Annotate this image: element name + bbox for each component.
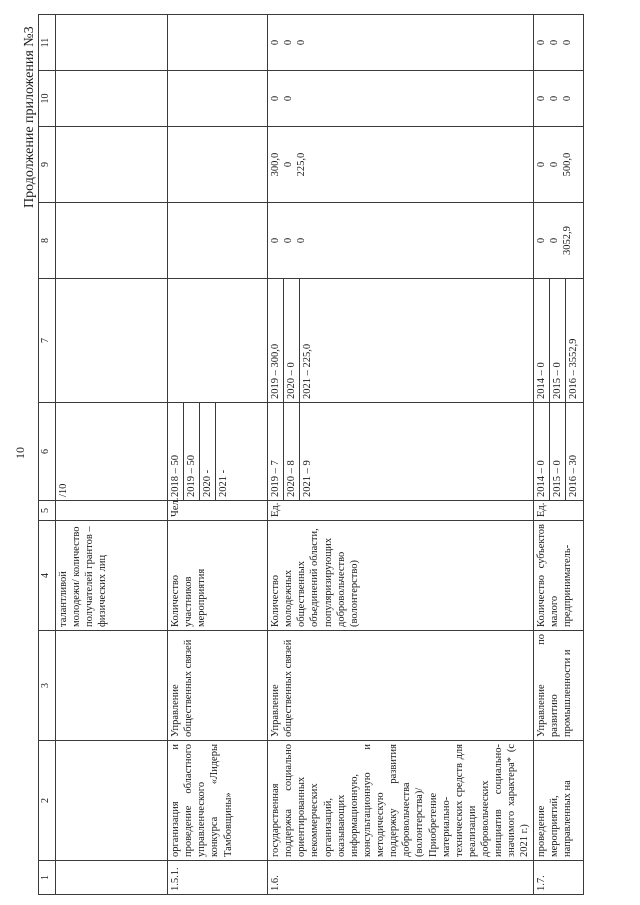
target-value: 2014 – 0	[534, 403, 550, 500]
target-values-list	[168, 403, 232, 500]
cell-executor: Управление общественных связей	[268, 631, 534, 741]
column-number: 11	[39, 15, 56, 71]
column-number: 4	[39, 521, 56, 631]
value: 0	[548, 161, 560, 168]
cell-activity: организация и проведение областного управленческого конкурса «Лидеры Тамбовщины»	[168, 741, 268, 861]
column-number: 1	[39, 861, 56, 895]
funding-value: 2015 – 0	[549, 279, 565, 402]
cell-executor	[56, 631, 168, 741]
cell-number: 1.6.	[268, 861, 534, 895]
target-value: 2015 – 0	[549, 403, 565, 500]
value: 0	[296, 237, 308, 244]
cell-col10	[56, 71, 168, 127]
funding-list	[268, 279, 315, 402]
value: 500,0	[561, 152, 573, 177]
cell-col11	[533, 15, 583, 71]
cell-indicator: Количество молодежных общественных объединений области, популяризирующих добровольчество (волонтерство)	[268, 521, 534, 631]
cell-col10	[268, 71, 534, 127]
value: 0	[296, 39, 308, 46]
value: 0	[283, 39, 295, 46]
funding-value: 2020 – 0	[284, 279, 300, 402]
value: 225,0	[296, 152, 308, 177]
cell-unit	[56, 501, 168, 521]
value: 0	[535, 39, 547, 46]
value: 0	[270, 237, 281, 244]
value: 0	[283, 161, 295, 168]
cell-indicator: Количество субъектов малого предприниматель-	[533, 521, 583, 631]
value: 0	[548, 95, 560, 102]
cell-unit: Ед.	[268, 501, 534, 521]
target-value: 2016 – 30	[567, 455, 579, 497]
cell-col9	[533, 127, 583, 203]
cell-funding-total	[56, 279, 168, 403]
value: 0	[270, 95, 281, 102]
page-number: 10	[13, 447, 27, 459]
target-values-list	[268, 403, 315, 500]
cell-col8	[268, 203, 534, 279]
cell-col8	[168, 203, 268, 279]
cell-indicator: Количество участников мероприятия	[168, 521, 268, 631]
appendix-table	[38, 14, 584, 895]
cell-activity: проведение мероприятий, направленных на	[533, 741, 583, 861]
cell-number: 1.7.	[533, 861, 583, 895]
funding-value: 2021 – 225,0	[302, 343, 314, 399]
cell-unit: Ед.	[533, 501, 583, 521]
column-number: 5	[39, 501, 56, 521]
table-row	[533, 15, 583, 895]
column-number-row	[39, 15, 56, 895]
cell-activity	[56, 741, 168, 861]
value: 0	[535, 95, 547, 102]
column-number: 2	[39, 741, 56, 861]
cell-number	[56, 861, 168, 895]
cell-col11	[268, 15, 534, 71]
cell-executor: Управление общественных связей	[168, 631, 268, 741]
cell-activity: государственная поддержка социально ориентированных некоммерческих организаций, оказывающих информационную, консультационную и методическую поддержку развития добровольчества (волонтерства)/ Приобретение материально-технических средств для реализации добровольческих инициатив социально-значимого характера* (с 2021 г.)	[268, 741, 534, 861]
column-number: 8	[39, 203, 56, 279]
value: 0	[283, 237, 295, 244]
cell-target-values: /10	[56, 403, 168, 501]
target-value: 2020 – 8	[284, 403, 300, 500]
value: 0	[283, 95, 295, 102]
table-row	[56, 15, 168, 895]
funding-value: 2014 – 0	[534, 279, 550, 402]
value: 300,0	[270, 152, 281, 177]
value: 0	[535, 161, 547, 168]
cell-funding-total	[168, 279, 268, 403]
cell-target-values	[268, 403, 534, 501]
value: 3052,9	[561, 226, 573, 255]
cell-executor: Управление по развитию промышленности и	[533, 631, 583, 741]
funding-value: 2019 – 300,0	[268, 279, 284, 402]
cell-col9	[268, 127, 534, 203]
cell-target-values	[533, 403, 583, 501]
target-value: 2019 – 50	[184, 403, 200, 500]
target-value: 2021 -	[218, 469, 230, 497]
cell-col9	[168, 127, 268, 203]
table-row	[168, 15, 268, 895]
cell-col9	[56, 127, 168, 203]
cell-col10	[168, 71, 268, 127]
cell-col8	[533, 203, 583, 279]
column-number: 7	[39, 279, 56, 403]
cell-funding-total	[268, 279, 534, 403]
value: 0	[548, 237, 560, 244]
target-value: 2018 – 50	[168, 403, 184, 500]
target-values-list	[534, 403, 581, 500]
cell-unit: Чел.	[168, 501, 268, 521]
value: 0	[561, 39, 573, 46]
value: 0	[548, 39, 560, 46]
target-value: 2021 – 9	[302, 460, 314, 497]
cell-col8	[56, 203, 168, 279]
target-value: 2020 -	[200, 403, 216, 500]
cell-col11	[56, 15, 168, 71]
table-row	[268, 15, 534, 895]
cell-indicator: талантливой молодежи/ количество получателей грантов – физических лиц	[56, 521, 168, 631]
funding-list	[534, 279, 581, 402]
funding-value: 2016 – 3552,9	[567, 338, 579, 399]
column-number: 10	[39, 71, 56, 127]
cell-col11	[168, 15, 268, 71]
column-number: 6	[39, 403, 56, 501]
value: 0	[561, 95, 573, 102]
column-number: 9	[39, 127, 56, 203]
cell-funding-total	[533, 279, 583, 403]
cell-number: 1.5.1.	[168, 861, 268, 895]
column-number: 3	[39, 631, 56, 741]
value: 0	[270, 39, 281, 46]
target-value: 2019 – 7	[268, 403, 284, 500]
continuation-label: Продолжение приложения №3	[22, 26, 37, 208]
cell-col10	[533, 71, 583, 127]
value: 0	[535, 237, 547, 244]
cell-target-values	[168, 403, 268, 501]
